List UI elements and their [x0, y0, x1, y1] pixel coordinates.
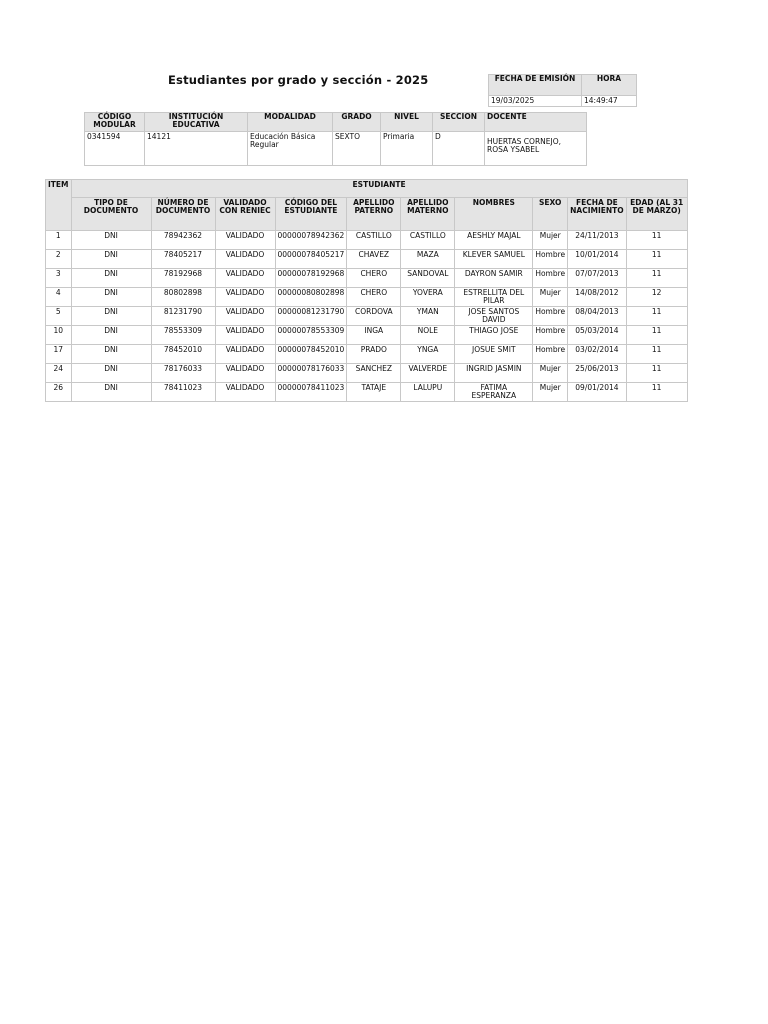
codigo-estudiante-cell: 00000080802898 — [275, 288, 347, 307]
fecha-nacimiento-cell: 09/01/2014 — [568, 383, 627, 402]
sexo-cell: Hombre — [533, 307, 568, 326]
hora-value: 14:49:47 — [582, 96, 637, 107]
codigo-estudiante-cell: 00000078192968 — [275, 269, 347, 288]
nombres-cell: THIAGO JOSE — [455, 326, 533, 345]
apellido-paterno-cell: CHERO — [347, 288, 401, 307]
edad-cell: 11 — [626, 269, 687, 288]
modalidad-header: MODALIDAD — [248, 113, 333, 132]
apellido-paterno-cell: PRADO — [347, 345, 401, 364]
fecha-header: FECHA DE EMISIÓN — [489, 75, 582, 96]
sexo-cell: Hombre — [533, 250, 568, 269]
docente-header: DOCENTE — [485, 113, 587, 132]
tipo-documento-cell: DNI — [71, 269, 151, 288]
nombres-cell: INGRID JASMIN — [455, 364, 533, 383]
apellido-paterno-cell: CASTILLO — [347, 231, 401, 250]
codigo-estudiante-cell: 00000078411023 — [275, 383, 347, 402]
fecha-value: 19/03/2025 — [489, 96, 582, 107]
numero-documento-header: NÚMERO DE DOCUMENTO — [151, 198, 215, 231]
validado-cell: VALIDADO — [215, 269, 275, 288]
fecha-nacimiento-cell: 24/11/2013 — [568, 231, 627, 250]
seccion-value: D — [433, 132, 485, 166]
item-cell: 1 — [46, 231, 72, 250]
apellido-materno-cell: YMAN — [401, 307, 455, 326]
fecha-nacimiento-cell: 08/04/2013 — [568, 307, 627, 326]
validado-cell: VALIDADO — [215, 364, 275, 383]
nombres-cell: AESHLY MAJAL — [455, 231, 533, 250]
table-row — [46, 307, 688, 326]
edad-cell: 12 — [626, 288, 687, 307]
numero-documento-cell: 78942362 — [151, 231, 215, 250]
numero-documento-cell: 78405217 — [151, 250, 215, 269]
codigo-modular-header: CÓDIGO MODULAR — [85, 113, 145, 132]
numero-documento-cell: 78176033 — [151, 364, 215, 383]
edad-cell: 11 — [626, 383, 687, 402]
fecha-nacimiento-cell: 10/01/2014 — [568, 250, 627, 269]
item-header: ITEM — [46, 180, 72, 231]
apellido-paterno-cell: CHAVEZ — [347, 250, 401, 269]
item-cell: 10 — [46, 326, 72, 345]
nombres-header: NOMBRES — [455, 198, 533, 231]
item-cell: 4 — [46, 288, 72, 307]
apellido-materno-cell: LALUPU — [401, 383, 455, 402]
validado-cell: VALIDADO — [215, 326, 275, 345]
sexo-header: SEXO — [533, 198, 568, 231]
tipo-documento-cell: DNI — [71, 345, 151, 364]
numero-documento-cell: 78452010 — [151, 345, 215, 364]
codigo-modular-value: 0341594 — [85, 132, 145, 166]
table-row — [46, 326, 688, 345]
table-row — [46, 364, 688, 383]
sexo-cell: Mujer — [533, 364, 568, 383]
sexo-cell: Mujer — [533, 288, 568, 307]
item-cell: 24 — [46, 364, 72, 383]
fecha-nacimiento-cell: 03/02/2014 — [568, 345, 627, 364]
validado-cell: VALIDADO — [215, 288, 275, 307]
apellido-materno-cell: MAZA — [401, 250, 455, 269]
seccion-header: SECCION — [433, 113, 485, 132]
table-row — [46, 250, 688, 269]
codigo-estudiante-cell: 00000081231790 — [275, 307, 347, 326]
sexo-cell: Hombre — [533, 345, 568, 364]
item-cell: 5 — [46, 307, 72, 326]
tipo-documento-header: TIPO DE DOCUMENTO — [71, 198, 151, 231]
nombres-cell: KLEVER SAMUEL — [455, 250, 533, 269]
nombres-cell: ESTRELLITA DEL PILAR — [455, 288, 533, 307]
nivel-value: Primaria — [381, 132, 433, 166]
apellido-materno-cell: NOLE — [401, 326, 455, 345]
table-row — [46, 269, 688, 288]
edad-cell: 11 — [626, 231, 687, 250]
numero-documento-cell: 81231790 — [151, 307, 215, 326]
nombres-cell: JOSE SANTOS DAVID — [455, 307, 533, 326]
edad-cell: 11 — [626, 250, 687, 269]
numero-documento-cell: 78411023 — [151, 383, 215, 402]
validado-header: VALIDADO CON RENIEC — [215, 198, 275, 231]
apellido-paterno-header: APELLIDO PATERNO — [347, 198, 401, 231]
table-row — [46, 288, 688, 307]
grado-header: GRADO — [333, 113, 381, 132]
fecha-nacimiento-header: FECHA DE NACIMIENTO — [568, 198, 627, 231]
emission-table — [488, 74, 637, 107]
fecha-nacimiento-cell: 05/03/2014 — [568, 326, 627, 345]
codigo-estudiante-cell: 00000078405217 — [275, 250, 347, 269]
fecha-nacimiento-cell: 14/08/2012 — [568, 288, 627, 307]
institution-table — [84, 112, 587, 166]
table-row — [46, 383, 688, 402]
item-cell: 26 — [46, 383, 72, 402]
apellido-paterno-cell: TATAJE — [347, 383, 401, 402]
apellido-paterno-cell: CHERO — [347, 269, 401, 288]
modalidad-value: Educación Básica Regular — [248, 132, 333, 166]
institucion-header: INSTITUCIÓN EDUCATIVA — [145, 113, 248, 132]
students-table — [45, 179, 688, 402]
edad-cell: 11 — [626, 364, 687, 383]
apellido-materno-cell: VALVERDE — [401, 364, 455, 383]
codigo-estudiante-header: CÓDIGO DEL ESTUDIANTE — [275, 198, 347, 231]
sexo-cell: Mujer — [533, 383, 568, 402]
sexo-cell: Hombre — [533, 269, 568, 288]
tipo-documento-cell: DNI — [71, 364, 151, 383]
codigo-estudiante-cell: 00000078553309 — [275, 326, 347, 345]
apellido-materno-cell: SANDOVAL — [401, 269, 455, 288]
validado-cell: VALIDADO — [215, 345, 275, 364]
edad-cell: 11 — [626, 345, 687, 364]
apellido-materno-cell: YNGA — [401, 345, 455, 364]
codigo-estudiante-cell: 00000078942362 — [275, 231, 347, 250]
tipo-documento-cell: DNI — [71, 250, 151, 269]
fecha-nacimiento-cell: 07/07/2013 — [568, 269, 627, 288]
numero-documento-cell: 78553309 — [151, 326, 215, 345]
edad-header: EDAD (AL 31 DE MARZO) — [626, 198, 687, 231]
codigo-estudiante-cell: 00000078452010 — [275, 345, 347, 364]
sexo-cell: Hombre — [533, 326, 568, 345]
apellido-materno-cell: YOVERA — [401, 288, 455, 307]
grado-value: SEXTO — [333, 132, 381, 166]
institucion-value: 14121 — [145, 132, 248, 166]
fecha-nacimiento-cell: 25/06/2013 — [568, 364, 627, 383]
edad-cell: 11 — [626, 326, 687, 345]
page-title: Estudiantes por grado y sección - 2025 — [168, 73, 429, 87]
apellido-materno-cell: CASTILLO — [401, 231, 455, 250]
tipo-documento-cell: DNI — [71, 307, 151, 326]
tipo-documento-cell: DNI — [71, 288, 151, 307]
table-row — [46, 345, 688, 364]
estudiante-group-header: ESTUDIANTE — [71, 180, 687, 198]
nivel-header: NIVEL — [381, 113, 433, 132]
item-cell: 3 — [46, 269, 72, 288]
sexo-cell: Mujer — [533, 231, 568, 250]
docente-value: HUERTAS CORNEJO, ROSA YSABEL — [485, 132, 587, 166]
hora-header: HORA — [582, 75, 637, 96]
apellido-paterno-cell: INGA — [347, 326, 401, 345]
nombres-cell: JOSUE SMIT — [455, 345, 533, 364]
apellido-paterno-cell: CORDOVA — [347, 307, 401, 326]
edad-cell: 11 — [626, 307, 687, 326]
tipo-documento-cell: DNI — [71, 326, 151, 345]
nombres-cell: DAYRON SAMIR — [455, 269, 533, 288]
tipo-documento-cell: DNI — [71, 231, 151, 250]
validado-cell: VALIDADO — [215, 231, 275, 250]
item-cell: 17 — [46, 345, 72, 364]
apellido-materno-header: APELLIDO MATERNO — [401, 198, 455, 231]
validado-cell: VALIDADO — [215, 307, 275, 326]
numero-documento-cell: 80802898 — [151, 288, 215, 307]
apellido-paterno-cell: SANCHEZ — [347, 364, 401, 383]
validado-cell: VALIDADO — [215, 383, 275, 402]
tipo-documento-cell: DNI — [71, 383, 151, 402]
nombres-cell: FATIMA ESPERANZA — [455, 383, 533, 402]
validado-cell: VALIDADO — [215, 250, 275, 269]
codigo-estudiante-cell: 00000078176033 — [275, 364, 347, 383]
numero-documento-cell: 78192968 — [151, 269, 215, 288]
item-cell: 2 — [46, 250, 72, 269]
table-row — [46, 231, 688, 250]
